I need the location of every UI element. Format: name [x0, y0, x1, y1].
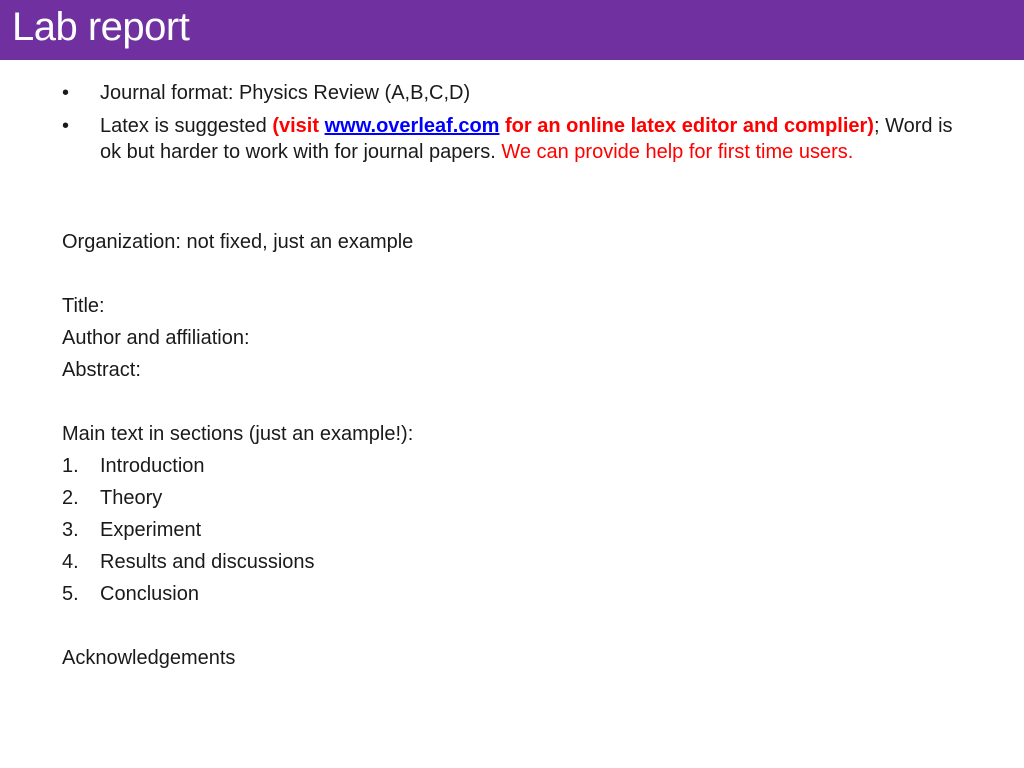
main-text-heading: Main text in sections (just an example!):	[62, 423, 414, 445]
section-item	[62, 484, 162, 512]
section-item	[62, 516, 201, 544]
journal-format-text: Journal format: Physics Review (A,B,C,D)	[100, 82, 471, 104]
section-label: Experiment	[100, 519, 202, 541]
bullet-icon: •	[62, 115, 70, 137]
title-bar	[0, 0, 1024, 60]
acknowledgements-line: Acknowledgements	[62, 647, 236, 669]
section-label: Conclusion	[100, 583, 199, 605]
help-first-time-text: We can provide help for first time users.	[501, 141, 854, 163]
field-author-affiliation: Author and affiliation:	[62, 327, 250, 349]
section-number: 3.	[62, 519, 79, 541]
section-number: 2.	[62, 487, 79, 509]
overleaf-link[interactable]: www.overleaf.com	[324, 115, 500, 137]
bullet-icon: •	[62, 82, 70, 104]
field-title: Title:	[62, 295, 105, 317]
section-number: 5.	[62, 583, 79, 605]
section-label: Theory	[100, 487, 163, 509]
slide-title: Lab report	[12, 5, 190, 49]
bullet-item-journal-format	[62, 80, 962, 106]
field-abstract: Abstract:	[62, 359, 141, 381]
section-label: Introduction	[100, 455, 205, 477]
section-number: 1.	[62, 455, 79, 477]
bullet-list	[62, 80, 962, 165]
latex-red-b: for an online latex editor and complier)	[499, 115, 874, 137]
section-item	[62, 580, 199, 608]
latex-text-b: ; Word is ok but harder to work with for journal papers.	[100, 115, 953, 163]
latex-text-a: Latex is suggested	[100, 115, 273, 137]
section-item	[62, 548, 315, 576]
section-number: 4.	[62, 551, 79, 573]
bullet-item-latex	[62, 113, 962, 165]
organization-line: Organization: not fixed, just an example	[62, 231, 414, 253]
section-item	[62, 452, 205, 480]
section-label: Results and discussions	[100, 551, 315, 573]
latex-red-a: (visit	[272, 115, 325, 137]
bullet-content	[62, 80, 962, 172]
